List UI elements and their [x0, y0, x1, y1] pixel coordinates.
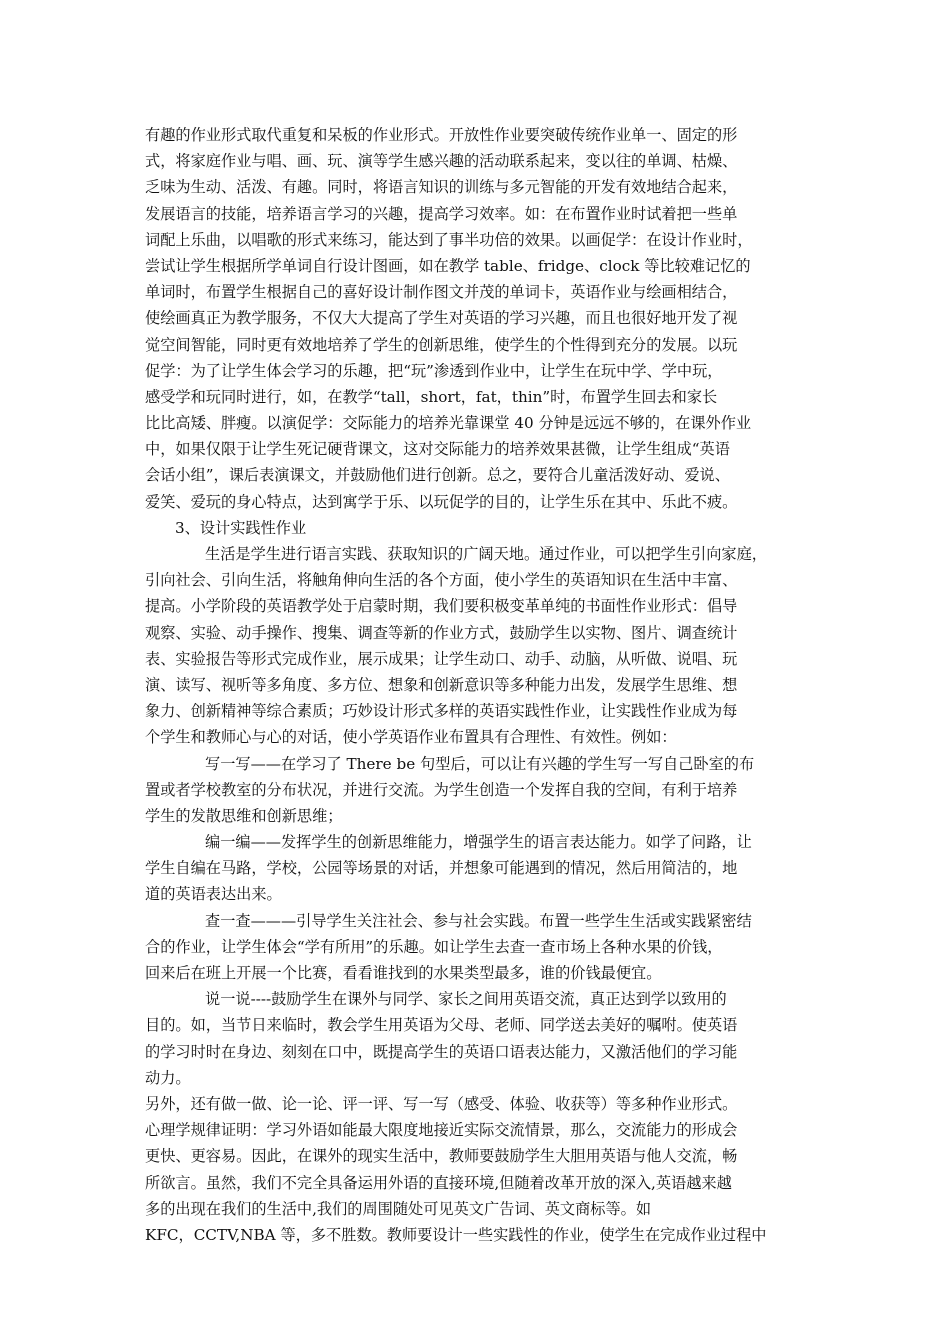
text-line: 发展语言的技能，培养语言学习的兴趣，提高学习效率。如：在布置作业时试着把一些单: [145, 204, 738, 223]
text-line: 单词时，布置学生根据自己的喜好设计制作图文并茂的单词卡，英语作业与绘画相结合，: [145, 283, 738, 302]
text-line: 有趣的作业形式取代重复和呆板的作业形式。开放性作业要突破传统作业单一、固定的形: [145, 126, 738, 144]
text-line: 使绘画真正为教学服务，不仅大大提高了学生对英语的学习兴趣，而且也很好地开发了视: [145, 309, 738, 328]
text-line: 学生自编在马路，学校，公园等场景的对话，并想象可能遇到的情况，然后用简洁的，地: [145, 859, 738, 878]
text-line: 多的出现在我们的生活中,我们的周围随处可见英文广告词、英文商标等。如: [145, 1199, 652, 1218]
text-line: 所欲言。虽然，我们不完全具备运用外语的直接环境,但随着改革开放的深入,英语越来越: [145, 1173, 732, 1192]
text-line: 目的。如，当节日来临时，教会学生用英语为父母、老师、同学送去美好的嘱咐。使英语: [145, 1016, 738, 1035]
section-heading: 3、设计实践性作业: [175, 518, 307, 537]
text-line: 促学：为了让学生体会学习的乐趣，把“玩”渗透到作业中，让学生在玩中学、学中玩，: [145, 361, 723, 380]
body-text: [145, 122, 815, 1248]
text-line: 尝试让学生根据所学单词自行设计图画，如在教学 table、fridge、clock 等比较难记忆的: [145, 256, 751, 275]
text-line: 觉空间智能，同时更有效地培养了学生的创新思维，使学生的个性得到充分的发展。以玩: [145, 335, 738, 354]
text-line: 爱笑、爱玩的身心特点，达到寓学于乐、以玩促学的目的，让学生乐在其中、乐此不疲。: [145, 492, 738, 511]
text-line: 比比高矮、胖瘦。以演促学：交际能力的培养光靠课堂 40 分钟是远远不够的，在课外作业: [145, 414, 752, 433]
text-line: 更快、更容易。因此，在课外的现实生活中，教师要鼓励学生大胆用英语与他人交流，畅: [145, 1147, 738, 1166]
text-line: 写一写——在学习了 There be 句型后，可以让有兴趣的学生写一写自己卧室的布: [205, 754, 755, 773]
text-line: 另外，还有做一做、论一论、评一评、写一写（感受、体验、收获等）等多种作业形式。: [145, 1094, 738, 1113]
text-line: 会话小组”，课后表演课文，并鼓励他们进行创新。总之，要符合儿童活泼好动、爱说、: [145, 466, 730, 485]
text-line: 心理学规律证明：学习外语如能最大限度地接近实际交流情景，那么，交流能力的形成会: [145, 1121, 738, 1140]
text-line: 乏味为生动、活泼、有趣。同时，将语言知识的训练与多元智能的开发有效地结合起来，: [145, 178, 738, 197]
text-line: 置或者学校教室的分布状况，并进行交流。为学生创造一个发挥自我的空间，有利于培养: [145, 780, 738, 799]
text-line: 象力、创新精神等综合素质；巧妙设计形式多样的英语实践性作业，让实践性作业成为每: [145, 702, 738, 721]
text-line: 感受学和玩同时进行，如，在教学“tall，short，fat，thin”时，布置学生回去和家长: [145, 387, 718, 406]
text-line: 个学生和教师心与心的对话，使小学英语作业布置具有合理性、有效性。例如：: [145, 728, 677, 747]
text-line: 式，将家庭作业与唱、画、玩、演等学生感兴趣的活动联系起来，变以往的单调、枯燥、: [145, 152, 738, 171]
text-line: 查一查———引导学生关注社会、参与社会实践。布置一些学生生活或实践紧密结: [205, 911, 752, 930]
text-line: 观察、实验、动手操作、搜集、调查等新的作业方式，鼓励学生以实物、图片、调查统计: [145, 623, 738, 642]
text-line: KFC，CCTV,NBA 等，多不胜数。教师要设计一些实践性的作业，使学生在完成作业过程中: [145, 1225, 767, 1244]
text-line: 中，如果仅限于让学生死记硬背课文，这对交际能力的培养效果甚微，让学生组成“英语: [145, 440, 730, 459]
text-line: 回来后在班上开展一个比赛，看看谁找到的水果类型最多，谁的价钱最便宜。: [145, 964, 662, 982]
text-line: 词配上乐曲，以唱歌的形式来练习，能达到了事半功倍的效果。以画促学：在设计作业时，: [145, 230, 753, 249]
text-line: 引向社会、引向生活，将触角伸向生活的各个方面，使小学生的英语知识在生活中丰富、: [145, 571, 738, 590]
text-line: 表、实验报告等形式完成作业，展示成果；让学生动口、动手、动脑，从听做、说唱、玩: [145, 649, 738, 668]
text-line: 的学习时时在身边、刻刻在口中，既提高学生的英语口语表达能力，又激活他们的学习能: [145, 1042, 738, 1061]
text-line: 说一说----鼓励学生在课外与同学、家长之间用英语交流，真正达到学以致用的: [205, 990, 727, 1009]
text-line: 合的作业，让学生体会“学有所用”的乐趣。如让学生去查一查市场上各种水果的价钱，: [145, 937, 723, 956]
text-line: 提高。小学阶段的英语教学处于启蒙时期，我们要积极变革单纯的书面性作业形式：倡导: [145, 597, 738, 616]
text-line: 道的英语表达出来。: [145, 885, 282, 904]
text-line: 编一编——发挥学生的创新思维能力，增强学生的语言表达能力。如学了问路，让: [205, 833, 752, 852]
text-line: 生活是学生进行语言实践、获取知识的广阔天地。通过作业，可以把学生引向家庭，: [205, 545, 767, 563]
text-line: 动力。: [145, 1068, 191, 1087]
text-line: 演、读写、视听等多角度、多方位、想象和创新意识等多种能力出发，发展学生思维、想: [145, 675, 738, 694]
text-line: 学生的发散思维和创新思维；: [145, 806, 343, 825]
